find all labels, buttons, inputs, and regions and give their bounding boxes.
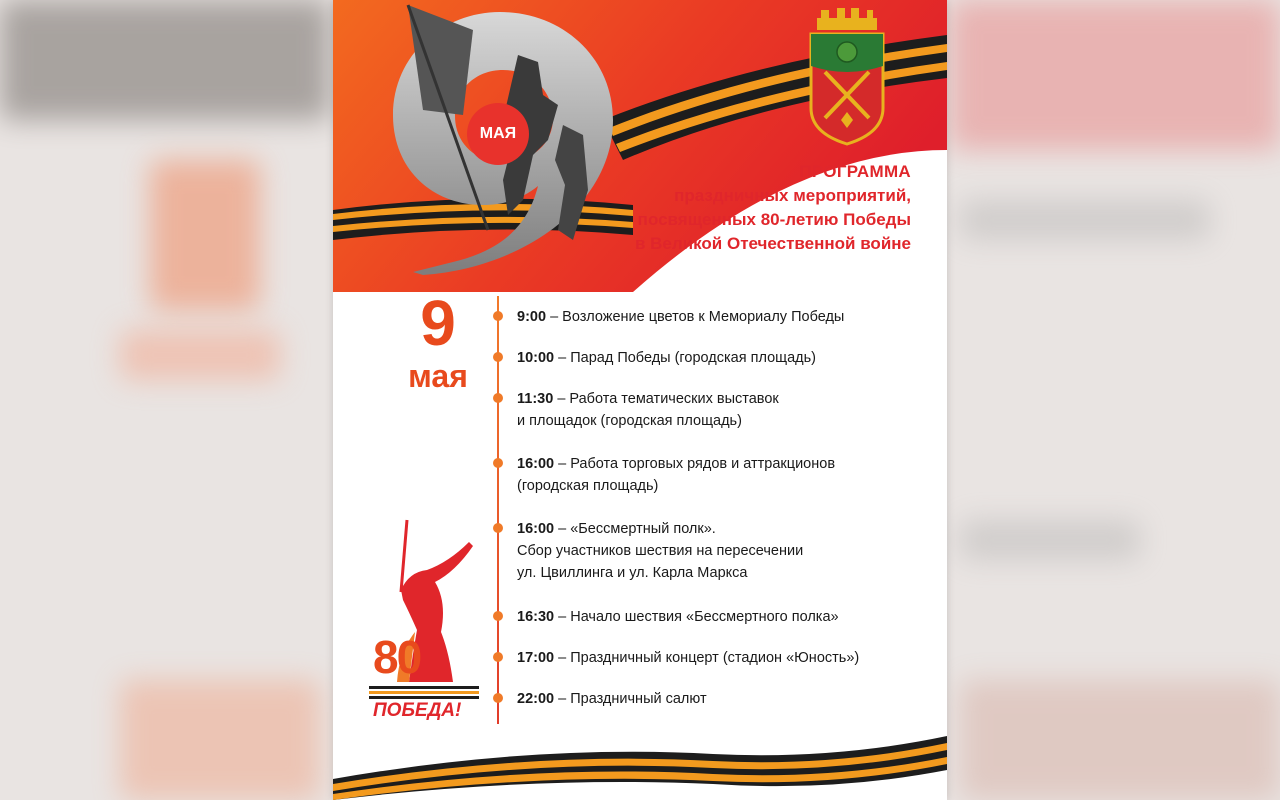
event-desc: – Работа тематических выставок xyxy=(557,391,779,407)
event-desc: Сбор участников шествия на пересечении xyxy=(517,543,804,559)
event-desc: – «Бессмертный полк». xyxy=(558,521,716,537)
date-day: 9 xyxy=(420,287,456,359)
may-badge: МАЯ xyxy=(467,103,529,165)
heading-line-4: в Великой Отечественной войне xyxy=(634,234,911,253)
heading-line-2: праздничных мероприятий, xyxy=(674,186,911,205)
timeline-dot xyxy=(493,458,503,468)
date-month: мая xyxy=(408,358,468,394)
event-time: 17:00 xyxy=(517,650,555,666)
emblem-number: 80 xyxy=(373,631,421,683)
event-poster xyxy=(333,0,947,800)
event-desc: – Начало шествия «Бессмертного полка» xyxy=(558,609,839,625)
city-coat-of-arms xyxy=(807,8,887,146)
timeline-dot xyxy=(493,311,503,321)
victory-80-emblem xyxy=(369,512,499,732)
event-time: 10:00 xyxy=(517,350,555,366)
heading-title: ПРОГРАММА xyxy=(799,162,911,181)
timeline-dot xyxy=(493,393,503,403)
st-george-ribbon xyxy=(333,724,947,800)
event-time: 16:00 xyxy=(517,456,555,472)
date-block xyxy=(383,288,493,394)
event-time: 22:00 xyxy=(517,691,555,707)
event-desc: – Праздничный концерт (стадион «Юность») xyxy=(558,650,860,666)
event-time: 16:00 xyxy=(517,521,555,537)
event-desc: (городская площадь) xyxy=(517,478,659,494)
event-time: 11:30 xyxy=(517,391,554,407)
event-time: 16:30 xyxy=(517,609,555,625)
program-heading xyxy=(551,160,911,256)
emblem-word: ПОБЕДА! xyxy=(373,700,462,721)
heading-line-3: посвященных 80-летию Победы xyxy=(637,210,911,229)
event-time: 9:00 xyxy=(517,309,547,325)
event-desc: – Работа торговых рядов и аттракционов xyxy=(558,456,836,472)
event-desc: ул. Цвиллинга и ул. Карла Маркса xyxy=(517,565,748,581)
event-desc: – Парад Победы (городская площадь) xyxy=(558,350,816,366)
event-desc: и площадок (городская площадь) xyxy=(517,413,742,429)
event-desc: – Праздничный салют xyxy=(558,691,707,707)
timeline-dot xyxy=(493,352,503,362)
event-desc: – Возложение цветов к Мемориалу Победы xyxy=(550,309,845,325)
